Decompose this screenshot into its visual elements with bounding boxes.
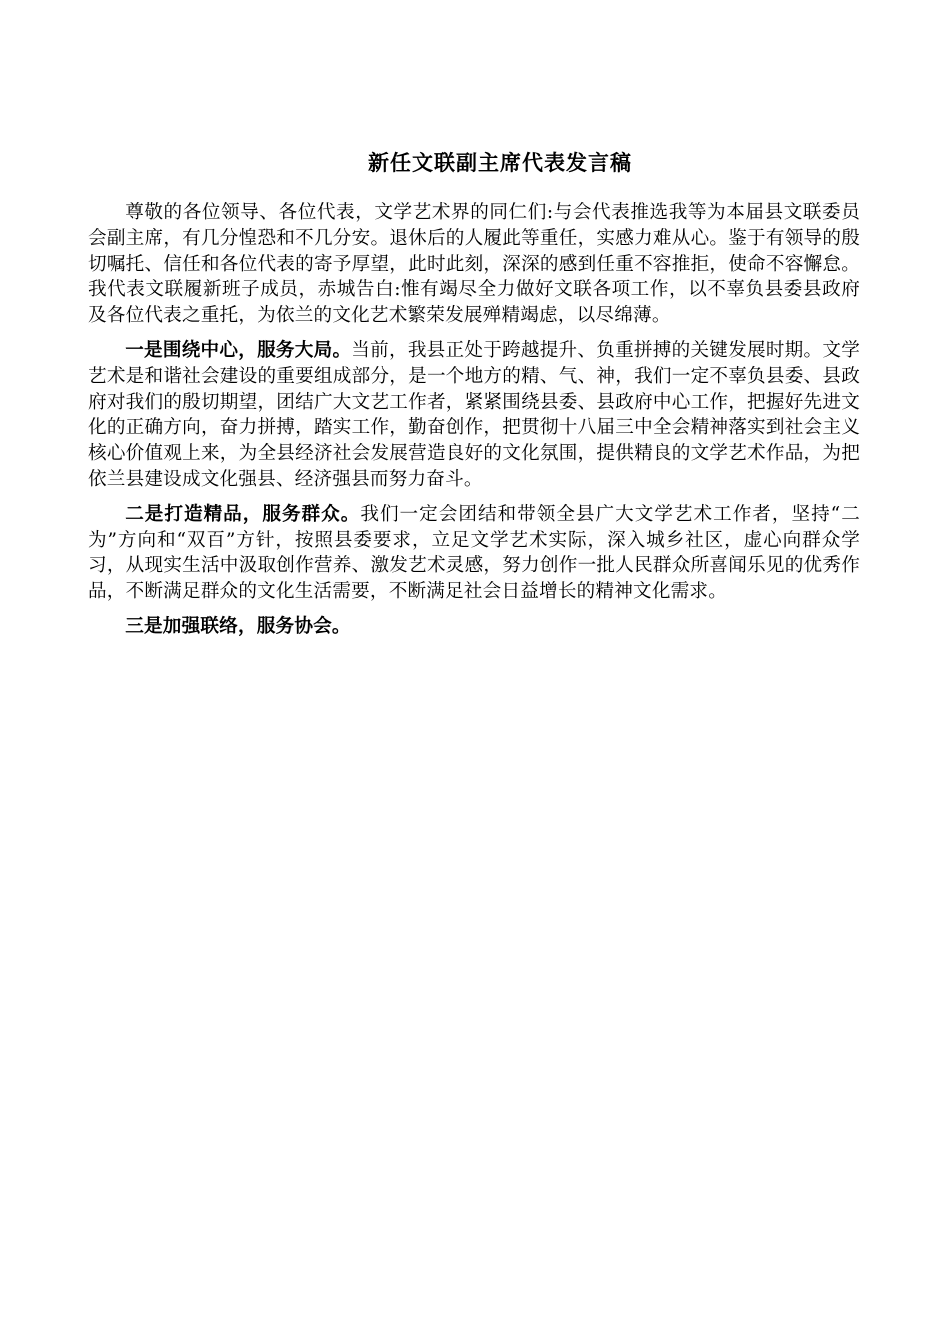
paragraph-text: 当前，我县正处于跨越提升、负重拼搏的关键发展时期。文学艺术是和谐社会建设的重要组成部分，是一个地方的精、气、神，我们一定不辜负县委、县政府对我们的殷切期望，团结广大文艺工作者，紧紧围绕县委、县政府中心工作，把握好先进文化的正确方向，奋力拼搏，踏实工作，勤奋创作，把贯彻十八届三中全会精神落实到社会主义核心价值观上来，为全县经济社会发展营造良好的文化氛围，提供精良的文学艺术作品，为把依兰县建设成文化强县、经济强县而努力奋斗。	[88, 339, 860, 490]
paragraph-lead: 一是围绕中心，服务大局。	[125, 339, 352, 361]
paragraph-opening	[88, 200, 860, 329]
document-body	[88, 200, 860, 649]
paragraph-point-one	[88, 338, 860, 493]
paragraph-text: 尊敬的各位领导、各位代表，文学艺术界的同仁们:与会代表推选我等为本届县文联委员会副主席，有几分惶恐和不几分安。退休后的人履此等重任，实感力难从心。鉴于有领导的殷切嘱托、信任和各位代表的寄予厚望，此时此刻，深深的感到任重不容推拒，使命不容懈怠。我代表文联履新班子成员，赤城告白:惟有竭尽全力做好文联各项工作，以不辜负县委县政府及各位代表之重托，为依兰的文化艺术繁荣发展殚精竭虑，以尽绵薄。	[88, 202, 860, 327]
document-title: 新任文联副主席代表发言稿	[368, 150, 632, 175]
paragraph-lead: 三是加强联络，服务协会。	[125, 615, 351, 637]
paragraph-lead: 二是打造精品，服务群众。	[125, 503, 361, 525]
paragraph-point-two	[88, 502, 860, 605]
paragraph-text: 我们一定会团结和带领全县广大文学艺术工作者，坚持“二为”方向和“双百”方针，按照县委要求，立足文学艺术实际，深入城乡社区，虚心向群众学习，从现实生活中汲取创作营养、激发艺术灵感，努力创作一批人民群众所喜闻乐见的优秀作品，不断满足群众的文化生活需要，不断满足社会日益增长的精神文化需求。	[88, 503, 860, 603]
paragraph-point-three	[88, 614, 860, 640]
